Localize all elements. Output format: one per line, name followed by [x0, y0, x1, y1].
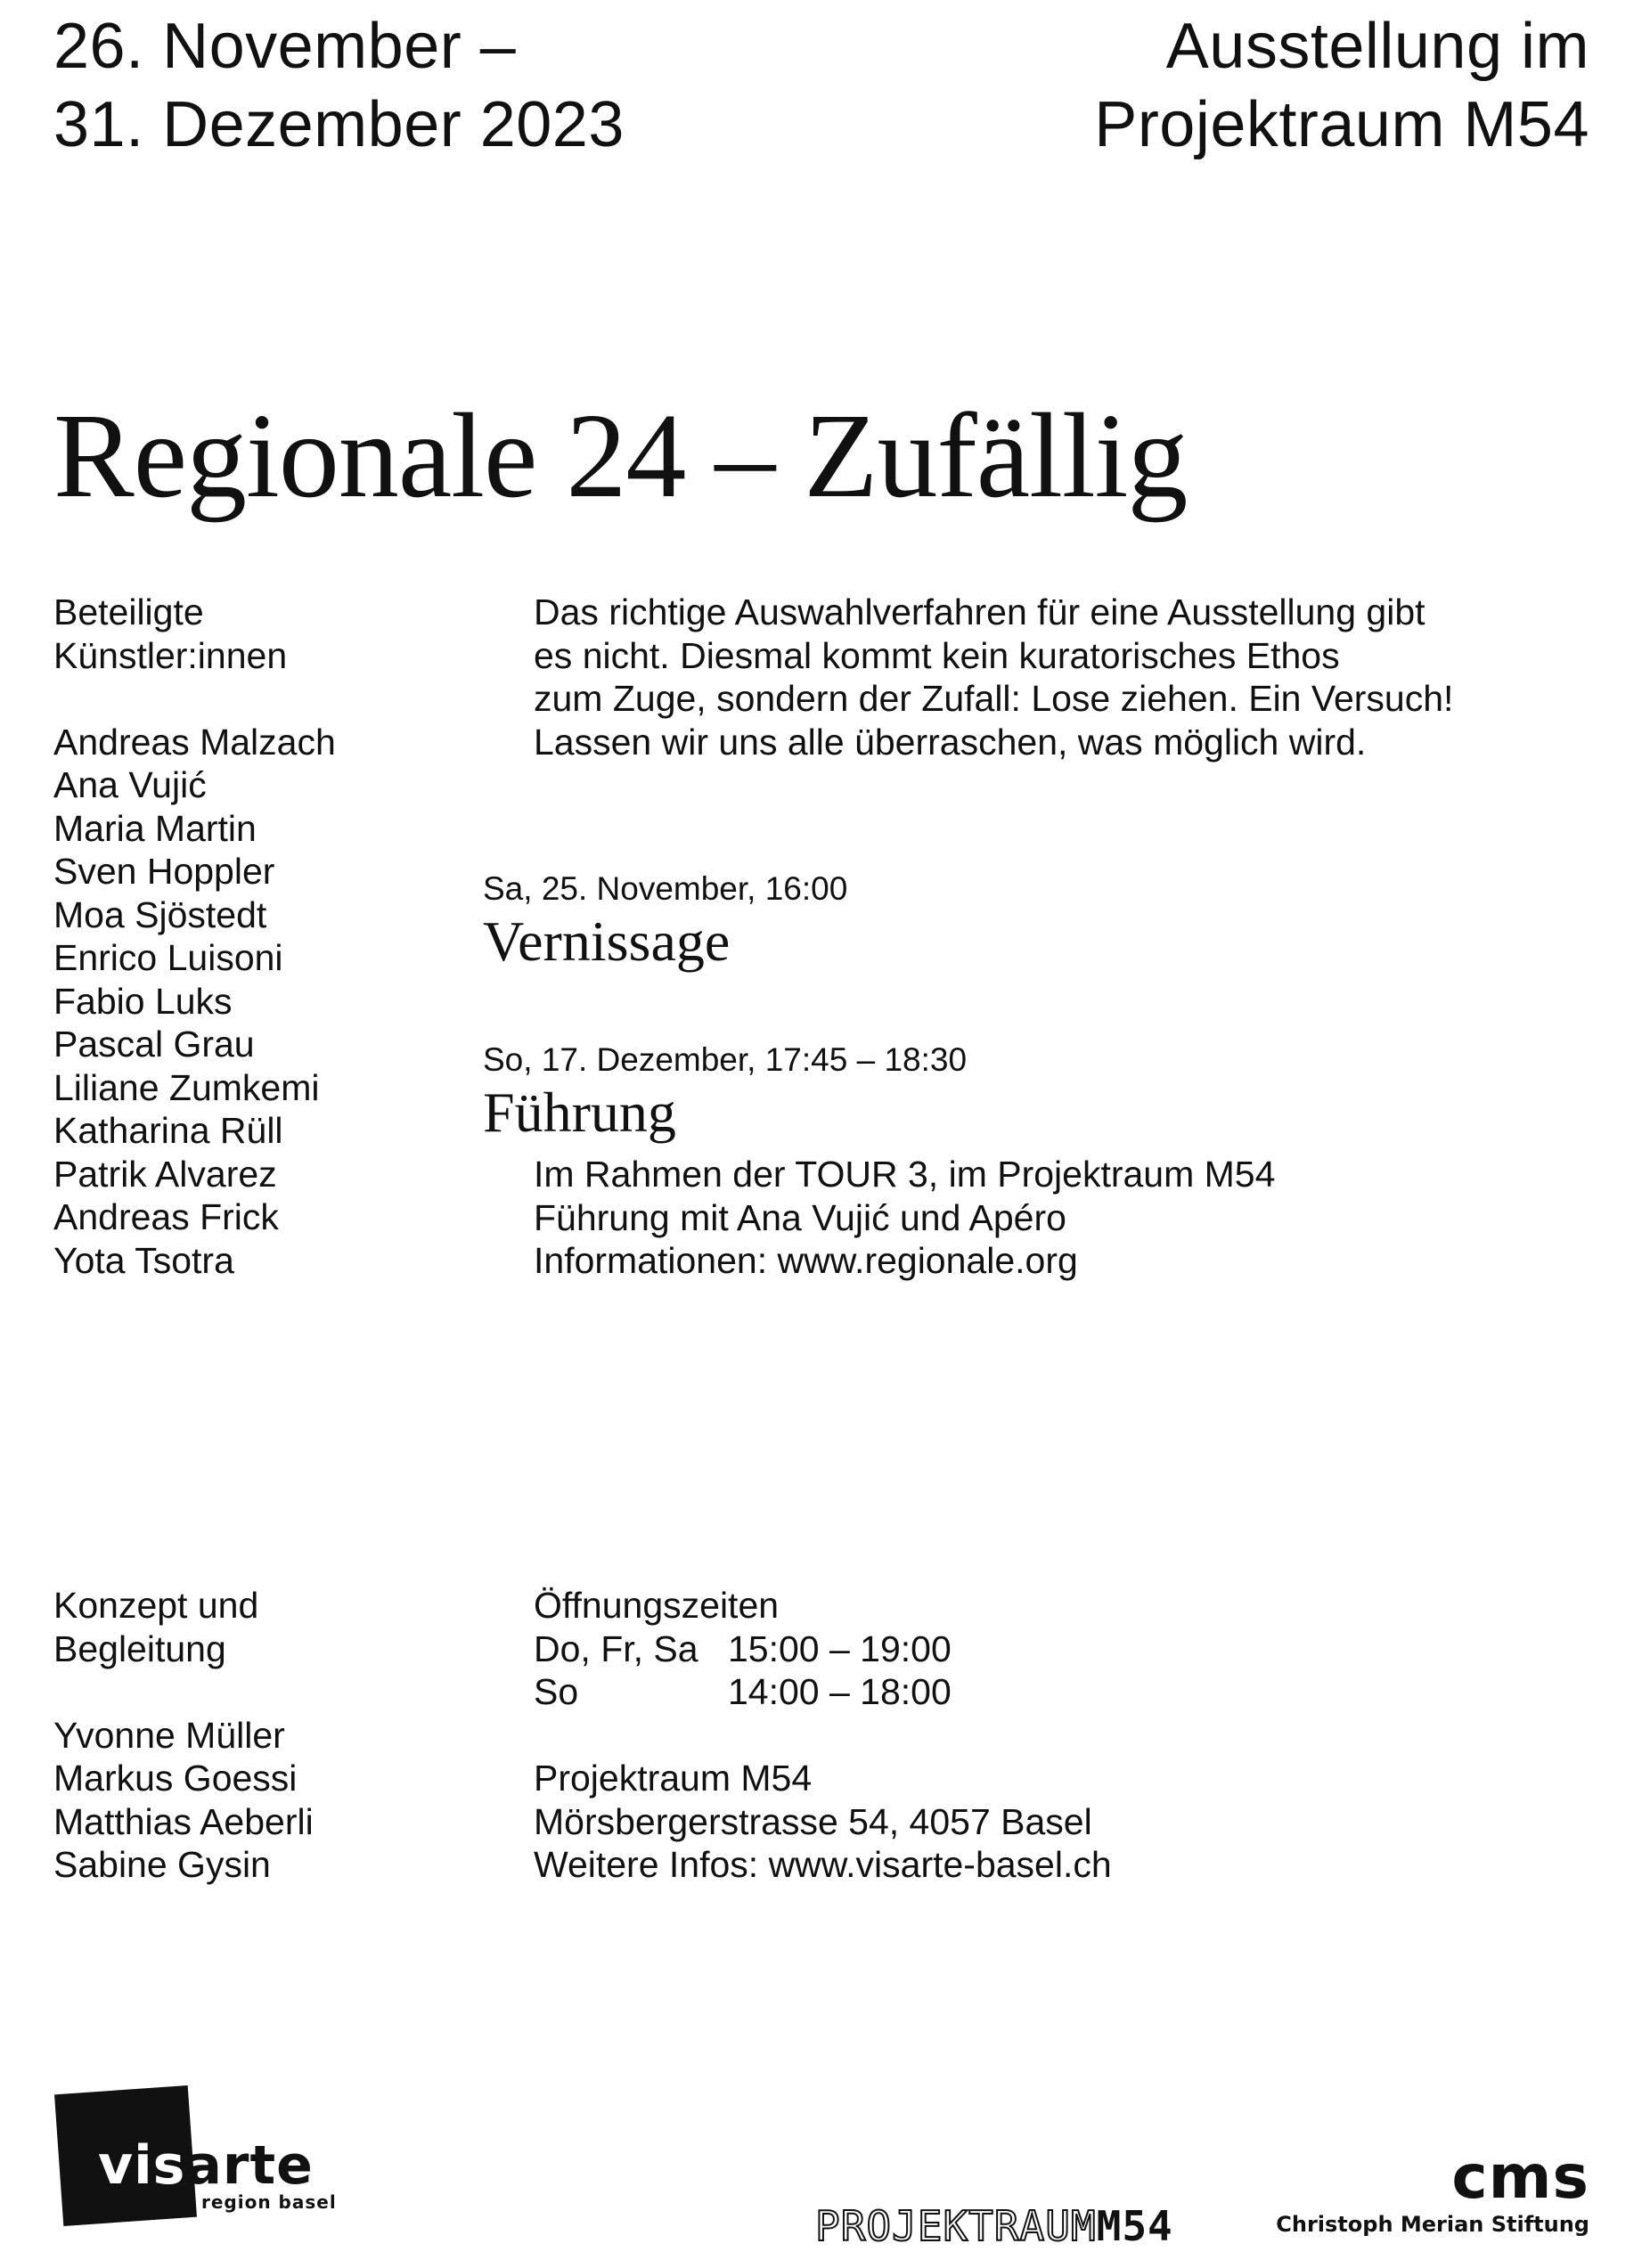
artists-heading-line-1: Beteiligte — [53, 591, 204, 632]
concept-heading-line-2: Begleitung — [53, 1628, 226, 1669]
concept-name: Yvonne Müller — [53, 1714, 285, 1756]
event-title: Führung — [483, 1081, 676, 1144]
venue-line-2: Projektraum M54 — [1094, 89, 1589, 160]
intro-line: es nicht. Diesmal kommt kein kuratorisches Ethos — [534, 634, 1340, 676]
artist-name: Fabio Luks — [53, 980, 233, 1022]
artists-heading-line-2: Künstler:innen — [53, 634, 288, 676]
spacer — [534, 1714, 1112, 1758]
cms-logo — [1276, 2142, 1589, 2238]
hours-time: 14:00 – 18:00 — [728, 1671, 952, 1712]
hours-heading: Öffnungszeiten — [534, 1585, 780, 1626]
concept-name: Sabine Gysin — [53, 1844, 271, 1885]
concept-credits — [53, 1584, 314, 1887]
artist-name: Enrico Luisoni — [53, 937, 283, 978]
artist-name: Ana Vujić — [53, 764, 207, 805]
opening-hours-and-address — [534, 1584, 1112, 1887]
event-vernissage — [483, 869, 847, 975]
visarte-wordmark — [98, 2134, 314, 2197]
address-street: Mörsbergerstrasse 54, 4057 Basel — [534, 1800, 1092, 1842]
exhibition-title: Regionale 24 – Zufällig — [53, 389, 1188, 523]
address-info: Weitere Infos: www.visarte-basel.ch — [534, 1844, 1112, 1885]
visarte-wordmark-part-1: vis — [98, 2134, 186, 2197]
artist-name: Andreas Frick — [53, 1196, 279, 1237]
concept-name: Matthias Aeberli — [53, 1800, 314, 1842]
artists-list — [53, 591, 336, 1282]
spacer — [53, 1670, 314, 1714]
exhibition-dates — [53, 7, 625, 164]
date-line-start: 26. November – — [53, 11, 517, 82]
intro-paragraph — [534, 591, 1453, 763]
artist-name: Patrik Alvarez — [53, 1153, 277, 1195]
event-guided-tour — [483, 1040, 967, 1146]
event-title: Vernissage — [483, 910, 731, 973]
cms-logo-mark: cms — [1451, 2142, 1589, 2213]
projektraum-logo-solid-text: M54 — [1096, 2202, 1173, 2250]
artist-name: Liliane Zumkemi — [53, 1066, 320, 1108]
artist-name: Yota Tsotra — [53, 1239, 234, 1281]
concept-heading-line-1: Konzept und — [53, 1585, 259, 1626]
hours-time: 15:00 – 19:00 — [728, 1628, 952, 1669]
event-date: Sa, 25. November, 16:00 — [483, 870, 848, 907]
intro-line: zum Zuge, sondern der Zufall: Lose ziehen. Ein Versuch! — [534, 678, 1454, 719]
spacer — [53, 677, 336, 721]
intro-line: Lassen wir uns alle überraschen, was möglich wird. — [534, 721, 1367, 763]
projektraum-logo-outline-text: PROJEKTRAUM — [815, 2202, 1097, 2250]
hours-days: Do, Fr, Sa — [534, 1628, 698, 1669]
event-detail-line: Informationen: www.regionale.org — [534, 1240, 1078, 1281]
artist-name: Katharina Rüll — [53, 1110, 283, 1151]
cms-logo-name: Christoph Merian Stiftung — [1276, 2212, 1589, 2237]
hours-row — [534, 1628, 1112, 1671]
event-date: So, 17. Dezember, 17:45 – 18:30 — [483, 1041, 968, 1078]
artist-name: Sven Hoppler — [53, 851, 275, 892]
address-name: Projektraum M54 — [534, 1758, 813, 1799]
event-details — [534, 1153, 1275, 1283]
artist-name: Maria Martin — [53, 807, 257, 849]
artist-name: Pascal Grau — [53, 1024, 255, 1065]
hours-row — [534, 1670, 1112, 1714]
hours-days: So — [534, 1671, 579, 1712]
visarte-logo — [52, 2084, 355, 2227]
artist-name: Andreas Malzach — [53, 721, 336, 763]
intro-line: Das richtige Auswahlverfahren für eine Ausstellung gibt — [534, 591, 1426, 632]
visarte-subtitle: region basel — [201, 2191, 337, 2213]
concept-name: Markus Goessi — [53, 1758, 298, 1799]
event-detail-line: Führung mit Ana Vujić und Apéro — [534, 1196, 1066, 1238]
event-detail-line: Im Rahmen der TOUR 3, im Projektraum M54 — [534, 1154, 1276, 1195]
artist-name: Moa Sjöstedt — [53, 893, 267, 935]
venue-heading — [1094, 7, 1589, 164]
visarte-wordmark-part-2: arte — [185, 2134, 314, 2197]
date-line-end: 31. Dezember 2023 — [53, 89, 625, 160]
projektraum-m54-logo — [815, 2202, 1173, 2250]
venue-line-1: Ausstellung im — [1165, 11, 1589, 82]
